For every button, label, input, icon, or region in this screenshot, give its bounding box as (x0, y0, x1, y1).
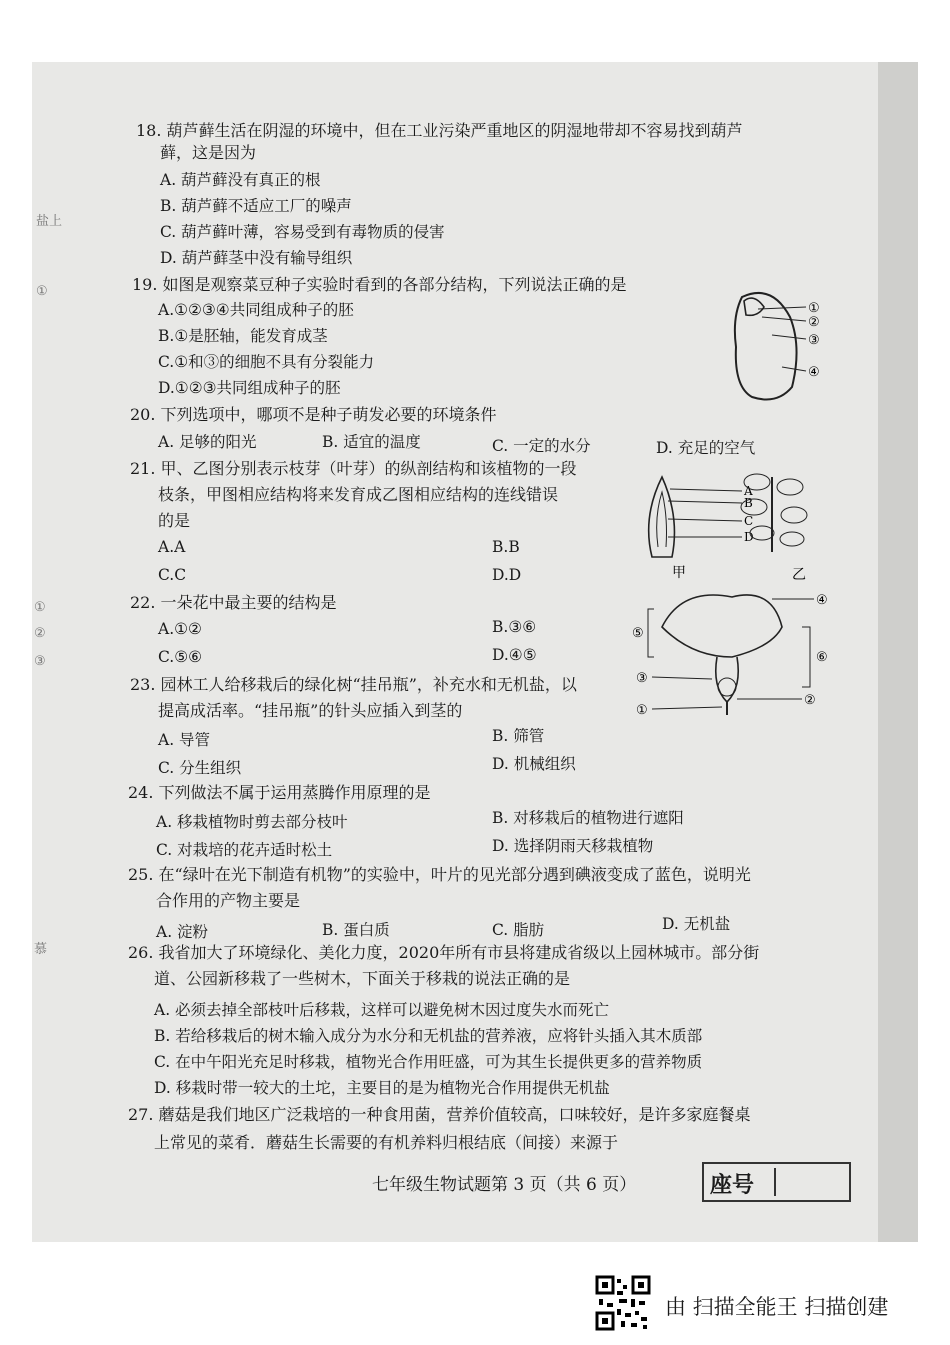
question-18-option-a: A. 葫芦藓没有真正的根 (160, 171, 321, 189)
question-26-option-d: D. 移栽时带一较大的土坨，主要目的是为植物光合作用提供无机盐 (154, 1079, 610, 1097)
question-18-option-d: D. 葫芦藓茎中没有输导组织 (160, 249, 353, 267)
flower-label-3: ③ (636, 671, 648, 686)
question-22-option-c: C.⑤⑥ (158, 648, 203, 666)
flower-label-4: ④ (816, 593, 828, 608)
question-19-option-b: B.①是胚轴，能发育成茎 (158, 327, 328, 345)
bud-label-b: B (744, 496, 753, 510)
bud-label-c: C (744, 514, 754, 528)
question-27-stem: 27. 蘑菇是我们地区广泛栽培的一种食用菌，营养价值较高，口味较好，是许多家庭餐桌 (128, 1105, 751, 1124)
bud-branch-figure (632, 467, 832, 582)
margin-mark: ② (34, 626, 46, 641)
question-23-option-c: C. 分生组织 (158, 759, 242, 777)
question-26-stem-cont: 道、公园新移栽了一些树木，下面关于移栽的说法正确的是 (154, 969, 571, 988)
question-24-stem: 24. 下列做法不属于运用蒸腾作用原理的是 (128, 783, 431, 802)
flower-label-2: ② (804, 693, 816, 708)
question-18-option-c: C. 葫芦藓叶薄，容易受到有毒物质的侵害 (160, 223, 445, 241)
question-19-option-d: D.①②③共同组成种子的胚 (158, 379, 341, 397)
question-24-option-d: D. 选择阴雨天移栽植物 (492, 837, 654, 855)
flower-figure (622, 587, 837, 717)
bean-label-2: ② (808, 315, 820, 330)
seat-divider (774, 1168, 776, 1196)
question-20-stem: 20. 下列选项中，哪项不是种子萌发必要的环境条件 (130, 405, 497, 424)
question-26-option-a: A. 必须去掉全部枝叶后移栽，这样可以避免树木因过度失水而死亡 (154, 1001, 610, 1019)
question-20-option-c: C. 一定的水分 (492, 437, 591, 455)
seat-number-label: 座号 (710, 1172, 755, 1198)
question-23-option-a: A. 导管 (158, 731, 211, 749)
question-19-option-a: A.①②③④共同组成种子的胚 (158, 301, 354, 319)
question-22-option-d: D.④⑤ (492, 646, 537, 664)
question-21-option-d: D.D (492, 566, 522, 584)
question-26-stem: 26. 我省加大了环境绿化、美化力度，2020年所有市县将建成省级以上园林城市。部分街 (128, 943, 760, 962)
page-edge-shadow (878, 62, 918, 1242)
scan-watermark-text: 由 扫描全能王 扫描创建 (665, 1295, 889, 1319)
bud-label-d: D (744, 530, 754, 544)
question-21-stem-cont2: 的是 (158, 511, 191, 530)
bean-label-4: ④ (808, 365, 820, 380)
bean-label-3: ③ (808, 333, 820, 348)
question-21-stem: 21. 甲、乙图分别表示枝芽（叶芽）的纵剖结构和该植物的一段 (130, 459, 577, 478)
question-18-stem: 18. 葫芦藓生活在阴湿的环境中，但在工业污染严重地区的阴湿地带却不容易找到葫芦 (136, 121, 743, 140)
figure-caption-yi: 乙 (792, 567, 806, 582)
seat-number-box (702, 1162, 851, 1202)
margin-mark: 慕 (34, 942, 48, 957)
question-19-stem: 19. 如图是观察菜豆种子实验时看到的各部分结构，下列说法正确的是 (132, 275, 627, 294)
bean-seed-figure (722, 287, 832, 407)
scanned-page (32, 62, 918, 1242)
margin-mark: ① (34, 600, 46, 615)
question-22-option-b: B.③⑥ (492, 618, 537, 636)
question-25-option-b: B. 蛋白质 (322, 921, 390, 939)
question-22-stem: 22. 一朵花中最主要的结构是 (130, 593, 337, 612)
margin-mark: ① (36, 284, 48, 299)
question-24-option-b: B. 对移栽后的植物进行遮阳 (492, 809, 684, 827)
question-25-option-a: A. 淀粉 (156, 923, 209, 941)
question-21-option-c: C.C (158, 566, 187, 584)
question-25-stem: 25. 在“绿叶在光下制造有机物”的实验中，叶片的见光部分遇到碘液变成了蓝色，说明光 (128, 865, 751, 884)
question-21-option-a: A.A (158, 538, 186, 556)
question-22-option-a: A.①② (158, 620, 202, 638)
question-18-option-b: B. 葫芦藓不适应工厂的噪声 (160, 197, 352, 215)
question-27-stem-cont: 上常见的菜肴．蘑菇生长需要的有机养料归根结底（间接）来源于 (154, 1133, 619, 1152)
question-21-option-b: B.B (492, 538, 520, 556)
margin-mark: 盐上 (36, 214, 63, 229)
question-26-option-c: C. 在中午阳光充足时移栽，植物光合作用旺盛，可为其生长提供更多的营养物质 (154, 1053, 703, 1071)
question-19-option-c: C.①和③的细胞不具有分裂能力 (158, 353, 375, 371)
margin-mark: ③ (34, 654, 46, 669)
question-20-option-a: A. 足够的阳光 (158, 433, 257, 451)
question-20-option-d: D. 充足的空气 (656, 439, 756, 457)
flower-label-5: ⑤ (632, 626, 644, 641)
question-20-option-b: B. 适宜的温度 (322, 433, 421, 451)
flower-label-1: ① (636, 703, 648, 717)
question-21-stem-cont: 枝条，甲图相应结构将来发育成乙图相应结构的连线错误 (158, 485, 559, 504)
question-24-option-c: C. 对栽培的花卉适时松土 (156, 841, 333, 859)
page-footer: 七年级生物试题第 3 页（共 6 页） (372, 1175, 637, 1195)
question-25-stem-cont: 合作用的产物主要是 (156, 891, 301, 910)
question-25-option-d: D. 无机盐 (662, 915, 731, 933)
qr-code-icon (595, 1275, 651, 1331)
question-18-stem-cont: 藓，这是因为 (160, 143, 257, 162)
question-23-option-d: D. 机械组织 (492, 755, 576, 773)
question-25-option-c: C. 脂肪 (492, 921, 545, 939)
flower-label-6: ⑥ (816, 650, 828, 665)
question-23-stem-cont: 提高成活率。“挂吊瓶”的针头应插入到茎的 (158, 701, 463, 720)
bean-label-1: ① (808, 301, 820, 316)
question-24-option-a: A. 移栽植物时剪去部分枝叶 (156, 813, 348, 831)
question-26-option-b: B. 若给移栽后的树木输入成分为水分和无机盐的营养液，应将针头插入其木质部 (154, 1027, 703, 1045)
figure-caption-jia: 甲 (672, 565, 686, 581)
question-23-stem: 23. 园林工人给移栽后的绿化树“挂吊瓶”，补充水和无机盐，以 (130, 675, 577, 694)
bud-label-a: A (744, 484, 753, 498)
question-23-option-b: B. 筛管 (492, 727, 545, 745)
